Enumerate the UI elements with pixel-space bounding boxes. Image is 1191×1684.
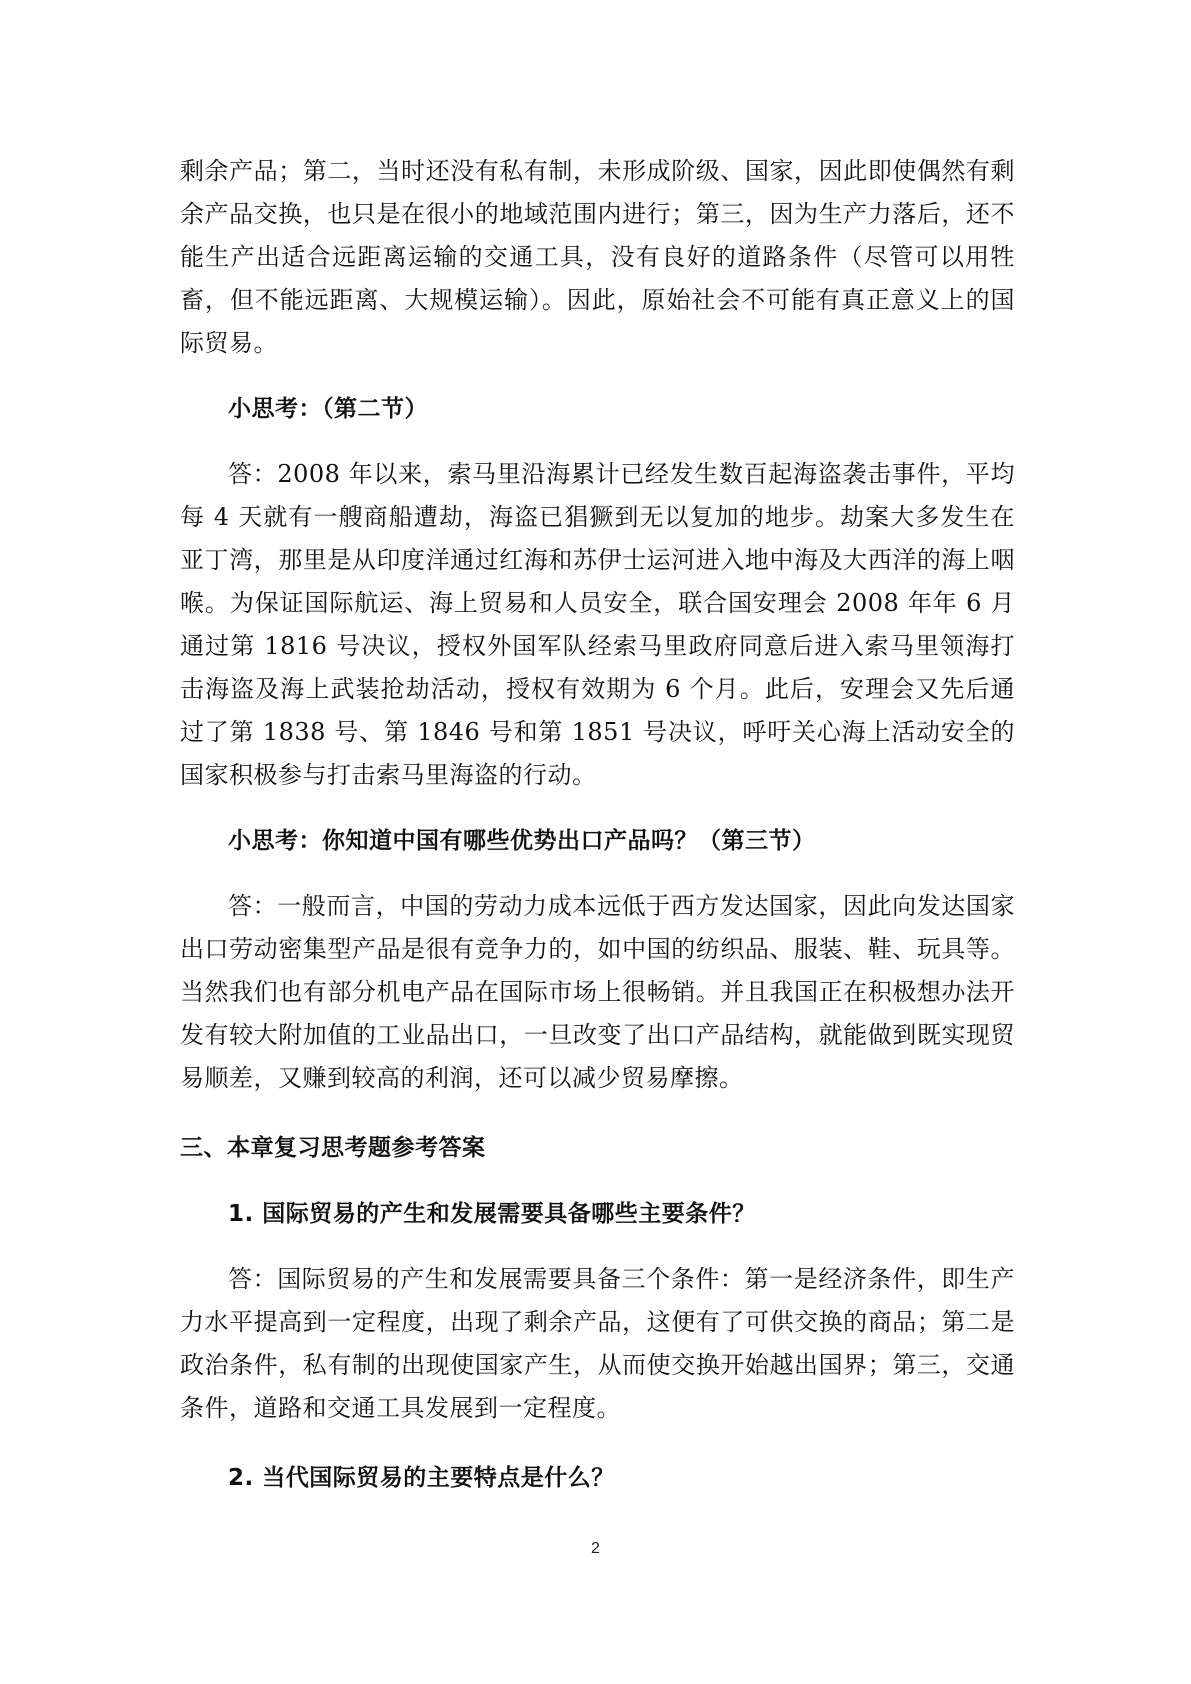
chapter-review-heading: 三、本章复习思考题参考答案 xyxy=(180,1135,486,1161)
document-body xyxy=(180,150,1015,1496)
answer-question-1: 答：国际贸易的产生和发展需要具备三个条件：第一是经济条件，即生产力水平提高到一定程度，出现了剩余产品，这便有了可供交换的商品；第二是政治条件，私有制的出现使国家产生，从而使交换开始越出国界；第三，交通条件，道路和交通工具发展到一定程度。 xyxy=(180,1265,1015,1422)
answer-section-3: 答：一般而言，中国的劳动力成本远低于西方发达国家，因此向发达国家出口劳动密集型产品是很有竞争力的，如中国的纺织品、服装、鞋、玩具等。当然我们也有部分机电产品在国际市场上很畅销。并且我国正在积极想办法开发有较大附加值的工业品出口，一旦改变了出口产品结构，就能做到既实现贸易顺差，又赚到较高的利润，还可以减少贸易摩擦。 xyxy=(180,892,1015,1092)
question-2: 2. 当代国际贸易的主要特点是什么？ xyxy=(228,1465,615,1491)
page-number: 2 xyxy=(591,1540,600,1557)
question-1: 1. 国际贸易的产生和发展需要具备哪些主要条件？ xyxy=(228,1201,756,1227)
answer-section-2: 答：2008 年以来，索马里沿海累计已经发生数百起海盗袭击事件，平均每 4 天就有一艘商船遭劫，海盗已猖獗到无以复加的地步。劫案大多发生在亚丁湾，那里是从印度洋通过红海和苏伊士运河进入地中海及大西洋的海上咽喉。为保证国际航运、海上贸易和人员安全，联合国安理会 2008 年年 6 月通过第 1816 号决议，授权外国军队经索马里政府同意后进入索马里领海打击海盗及海上武装抢劫活动，授权有效期为 6 个月。此后，安理会又先后通过了第 1838 号、第 1846 号和第 1851 号决议，呼吁关心海上活动安全的国家积极参与打击索马里海盗的行动。 xyxy=(180,460,1015,789)
paragraph-continuation: 剩余产品；第二，当时还没有私有制，未形成阶级、国家，因此即使偶然有剩余产品交换，也只是在很小的地域范围内进行；第三，因为生产力落后，还不能生产出适合远距离运输的交通工具，没有良好的道路条件（尽管可以用牲畜，但不能远距离、大规模运输）。因此，原始社会不可能有真正意义上的国际贸易。 xyxy=(180,157,1015,357)
heading-section-2-thinking: 小思考：（第二节） xyxy=(228,396,428,422)
heading-section-3-thinking: 小思考：你知道中国有哪些优势出口产品吗？（第三节） xyxy=(228,828,816,854)
